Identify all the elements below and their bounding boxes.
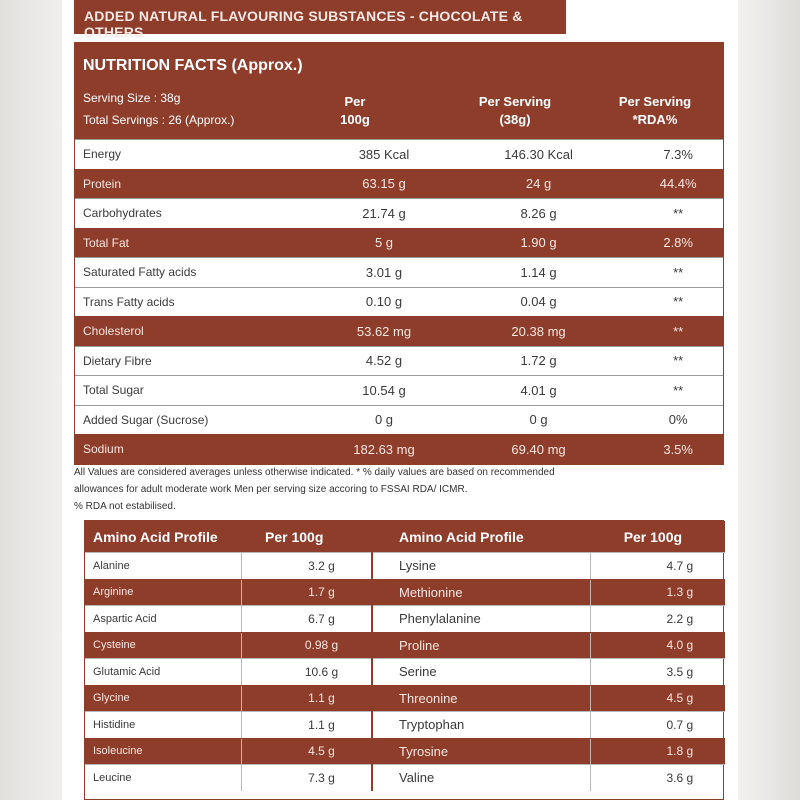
col-header-per-serving-line2: (38g) [499, 112, 531, 127]
amino-acid-value: 3.5 g [590, 659, 725, 685]
amino-acid-name: Threonine [399, 690, 458, 706]
nutrient-per-serving: 1.72 g [520, 353, 557, 369]
amino-acid-value: 4.5 g [590, 686, 725, 712]
nutrition-row [75, 257, 723, 287]
amino-acid-name: Proline [399, 637, 440, 653]
nutrition-row [75, 139, 723, 169]
footnote-line-1: All Values are considered averages unless otherwise indicated. * % daily values are based on recommended [74, 467, 555, 478]
nutrient-per-serving: 24 g [525, 176, 552, 192]
serving-size: Serving Size : 38g [83, 91, 181, 105]
col-header-per-100g-line2: 100g [340, 112, 370, 127]
amino-acid-row [373, 658, 725, 685]
nutrient-per-serving: 69.40 mg [511, 441, 566, 457]
nutrient-per-100g: 0.10 g [365, 294, 403, 310]
amino-right-header-name: Amino Acid Profile [399, 528, 524, 545]
nutrient-name: Total Fat [83, 235, 130, 250]
col-header-per-100g-line1: Per [344, 94, 366, 109]
nutrition-row [75, 228, 723, 258]
amino-acid-name: Valine [399, 770, 435, 786]
amino-acid-row [85, 605, 371, 632]
amino-acid-row [373, 579, 725, 606]
nutrition-row [75, 434, 723, 464]
nutrient-per-100g: 63.15 g [362, 176, 406, 192]
nutrient-name: Total Sugar [83, 383, 144, 398]
total-servings: Total Servings : 26 (Approx.) [83, 113, 235, 127]
nutrition-header [75, 43, 723, 139]
amino-acid-value: 1.8 g [590, 739, 725, 765]
amino-acid-right-column [371, 521, 725, 791]
amino-acid-name: Alanine [93, 559, 130, 572]
nutrient-rda: ** [673, 294, 684, 310]
col-header-per-100g [305, 93, 405, 129]
col-header-per-serving-line1: Per Serving [478, 94, 552, 109]
nutrient-name: Cholesterol [83, 324, 144, 339]
amino-acid-row [373, 738, 725, 765]
amino-acid-name: Leucine [93, 771, 132, 784]
nutrition-facts-table [74, 42, 724, 465]
col-header-rda [585, 93, 725, 129]
nutrition-row [75, 346, 723, 376]
label-edge-right [738, 0, 800, 800]
nutrient-per-100g: 10.54 g [362, 382, 406, 398]
amino-acid-name: Arginine [93, 586, 134, 599]
amino-acid-name: Histidine [93, 718, 136, 731]
nutrition-title: NUTRITION FACTS (Approx.) [83, 57, 303, 74]
amino-right-rows [373, 552, 725, 791]
nutrition-row [75, 316, 723, 346]
nutrient-rda: ** [673, 264, 684, 280]
flavouring-banner: ADDED NATURAL FLAVOURING SUBSTANCES - CHOCOLATE & OTHERS [74, 0, 566, 34]
col-header-rda-line2: *RDA% [632, 112, 678, 127]
nutrition-row [75, 375, 723, 405]
amino-acid-value: 6.7 g [241, 606, 371, 632]
amino-right-header [373, 521, 725, 552]
amino-acid-row [373, 552, 725, 579]
amino-acid-value: 10.6 g [241, 659, 371, 685]
nutrient-per-serving: 0.04 g [520, 294, 557, 310]
footnote-line-2: allowances for adult moderate work Men per serving size accoring to FSSAI RDA/ ICMR. [74, 484, 468, 495]
amino-acid-row [85, 632, 371, 659]
amino-acid-name: Lysine [399, 558, 437, 574]
nutrient-per-serving: 0 g [529, 412, 548, 428]
nutrient-per-serving: 4.01 g [520, 382, 557, 398]
nutrient-rda: 2.8% [663, 235, 693, 251]
amino-acid-name: Tryptophan [399, 717, 465, 733]
amino-acid-value: 2.2 g [590, 606, 725, 632]
nutrient-per-100g: 3.01 g [365, 264, 403, 280]
nutrition-row [75, 287, 723, 317]
amino-acid-name: Aspartic Acid [93, 612, 157, 625]
nutrient-rda: ** [673, 205, 684, 221]
nutrient-rda: ** [673, 382, 684, 398]
nutrient-per-100g: 0 g [374, 412, 394, 428]
amino-acid-name: Serine [399, 664, 437, 680]
amino-acid-value: 1.1 g [241, 686, 371, 712]
nutrient-rda: ** [673, 323, 684, 339]
col-header-rda-line1: Per Serving [618, 94, 692, 109]
nutrient-rda: 7.3% [663, 146, 693, 162]
amino-left-rows [85, 552, 371, 791]
nutrient-per-100g: 182.63 mg [353, 441, 415, 457]
nutrition-row [75, 198, 723, 228]
amino-left-header-name: Amino Acid Profile [93, 528, 218, 545]
amino-acid-row [373, 685, 725, 712]
amino-left-header-value: Per 100g [265, 528, 324, 545]
amino-acid-row [85, 552, 371, 579]
amino-acid-row [85, 658, 371, 685]
amino-acid-value: 4.5 g [241, 739, 371, 765]
nutrient-rda: 0% [668, 412, 688, 428]
nutrient-per-100g: 4.52 g [365, 353, 403, 369]
amino-acid-value: 3.6 g [590, 765, 725, 791]
nutrient-rda: 44.4% [659, 176, 697, 192]
amino-acid-value: 1.1 g [241, 712, 371, 738]
amino-acid-row [373, 764, 725, 791]
nutrient-name: Dietary Fibre [83, 353, 152, 368]
amino-acid-value: 3.2 g [241, 553, 371, 579]
nutrient-per-serving: 146.30 Kcal [504, 146, 573, 162]
amino-acid-value: 4.7 g [590, 553, 725, 579]
amino-acid-value: 0.7 g [590, 712, 725, 738]
nutrient-per-100g: 385 Kcal [358, 146, 410, 162]
nutrient-per-serving: 8.26 g [520, 205, 557, 221]
amino-acid-name: Isoleucine [93, 745, 143, 758]
amino-acid-row [85, 685, 371, 712]
amino-acid-value: 7.3 g [241, 765, 371, 791]
footnote-line-3: % RDA not estabilised. [74, 501, 176, 512]
amino-acid-name: Tyrosine [399, 743, 449, 759]
nutrient-name: Energy [83, 147, 122, 162]
nutrient-per-100g: 53.62 mg [356, 323, 412, 339]
amino-acid-value: 0.98 g [241, 633, 371, 659]
nutrient-name: Sodium [83, 442, 124, 457]
nutrient-name: Saturated Fatty acids [83, 265, 197, 280]
nutrition-footnote [74, 464, 694, 515]
nutrient-rda: ** [673, 353, 684, 369]
amino-right-header-value: Per 100g [623, 528, 683, 545]
amino-acid-row [373, 605, 725, 632]
nutrition-rows [75, 139, 723, 464]
label-edge-left [0, 0, 62, 800]
amino-left-header [85, 521, 371, 552]
amino-acid-name: Glycine [93, 692, 130, 705]
amino-acid-table [84, 520, 724, 800]
nutrient-per-100g: 21.74 g [362, 205, 406, 221]
amino-acid-row [85, 764, 371, 791]
nutrient-per-serving: 20.38 mg [511, 323, 566, 339]
nutrient-name: Trans Fatty acids [83, 294, 175, 309]
amino-acid-name: Methionine [399, 584, 463, 600]
amino-acid-value: 1.3 g [590, 580, 725, 606]
amino-acid-name: Cysteine [93, 639, 136, 652]
nutrient-name: Carbohydrates [83, 206, 162, 221]
nutrient-rda: 3.5% [663, 441, 693, 457]
nutrient-name: Protein [83, 176, 122, 191]
amino-acid-name: Glutamic Acid [93, 665, 161, 678]
col-header-per-serving [445, 93, 585, 129]
amino-acid-row [85, 579, 371, 606]
amino-acid-row [373, 632, 725, 659]
amino-acid-value: 4.0 g [590, 633, 725, 659]
amino-acid-row [85, 711, 371, 738]
nutrient-name: Added Sugar (Sucrose) [83, 412, 209, 427]
nutrition-row [75, 169, 723, 199]
nutrition-row [75, 405, 723, 435]
amino-acid-row [373, 711, 725, 738]
amino-acid-row [85, 738, 371, 765]
amino-acid-name: Phenylalanine [399, 611, 481, 627]
nutrient-per-serving: 1.14 g [520, 264, 557, 280]
nutrient-per-serving: 1.90 g [520, 235, 557, 251]
amino-acid-value: 1.7 g [241, 580, 371, 606]
nutrient-per-100g: 5 g [374, 235, 394, 251]
amino-acid-left-column [85, 521, 371, 791]
